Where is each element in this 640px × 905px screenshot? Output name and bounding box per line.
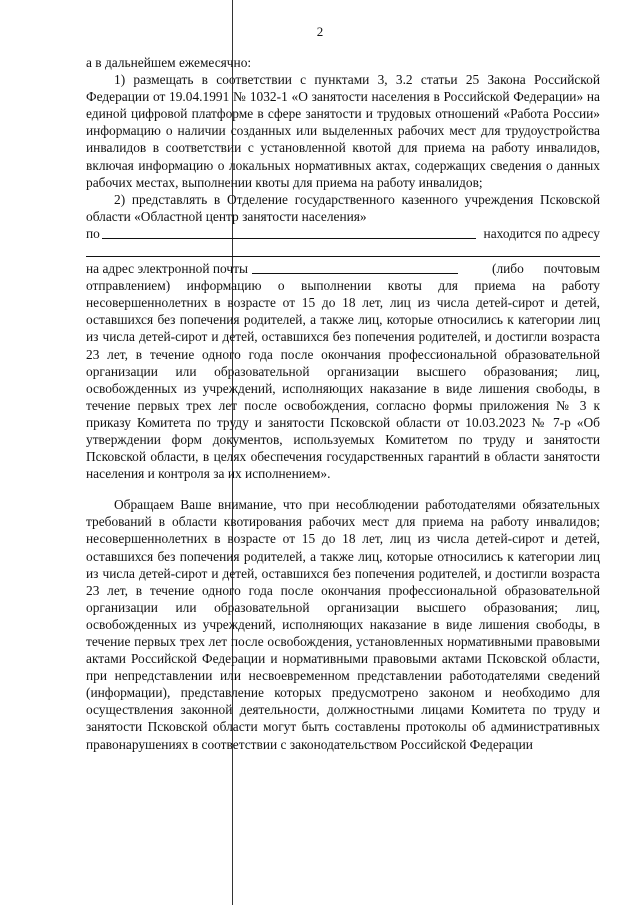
address-label: находится по адресу (483, 225, 600, 241)
po-row (86, 225, 600, 242)
paragraph-item-1: 1) размещать в соответствии с пунктами 3, 3.2 статьи 25 Закона Российской Федерации от 19.04.1991 № 1032-1 «О занятости населения в Российской Федерации» на единой цифровой платформе в сфере занятости и трудовых отношений «Работа России» информацию о наличии созданных или выделенных рабочих мест для трудоустройства инвалидов в соответствии с установленной квотой для приема на работу инвалидов, включая информацию о локальных нормативных актах, содержащих сведения о данных рабочих местах, выполнении квоты для приема на работу инвалидов; (86, 72, 600, 190)
page-number: 2 (316, 24, 324, 39)
paragraph-item-2-start: 2) представлять в Отделение государственного казенного учреждения Псковской области «Областной центр занятости населения» (86, 191, 600, 224)
po-blank-field[interactable] (102, 226, 476, 239)
paragraph-item-2-rest: (либо почтовым отправлением) информацию о выполнении квоты для приема на работу несовершеннолетних в возрасте от 15 до 18 лет, лиц из числа детей-сирот и детей, оставшихся без попечения родителей, а также лиц, которые относились к категории лиц из числа детей-сирот и детей, оставшихся без попечения родителей, и достигли возраста 23 лет, в течение одного года после окончания профессиональной образовательной организации или образовательной организации высшего образования; лиц, освобожденных из учреждений, исполняющих наказание в виде лишения свободы, в течение первых трех лет после освобождения, согласно формы приложения № 3 к приказу Комитета по труду и занятости Псковской области от 10.03.2023 № 7-р «Об утверждении форм документов, используемых Комитетом по труду и занятости Псковской области, в целях обеспечения государственных гарантий в области занятости населения и контроля за их исполнением». (86, 261, 600, 482)
po-label: по (86, 225, 100, 241)
email-label: на адрес электронной почты (86, 261, 248, 277)
intro-line: а в дальнейшем ежемесячно: (86, 55, 252, 70)
email-blank-field[interactable] (252, 261, 458, 274)
document-body (86, 54, 600, 753)
paragraph-notice: Обращаем Ваше внимание, что при несоблюдении работодателями обязательных требований в области квотирования рабочих мест для приема на работу инвалидов; несовершеннолетних в возрасте от 15 до 18 лет, лиц из числа детей-сирот и детей, оставшихся без попечения родителей, а также лиц, которые относились к категории лиц из числа детей-сирот и детей, оставшихся без попечения родителей, и достигли возраста 23 лет, в течение одного года после окончания профессиональной образовательной организации или образовательной организации высшего образования; лиц, освобожденных из учреждений, исполняющих наказание в виде лишения свободы, в течение первых трех лет после освобождения, установленных нормативными правовыми актами Российской Федерации и нормативными правовыми актами Псковской области, при непредставлении или несвоевременном представлении работодателями сведений (информации), представление которых предусмотрено законом и необходимо для осуществления законной деятельности, должностными лицами Комитета по труду и занятости Псковской области могут быть составлены протоколы об административных правонарушениях в соответствии с законодательством Российской Федерации (86, 497, 600, 752)
address-blank-field[interactable] (86, 242, 600, 257)
